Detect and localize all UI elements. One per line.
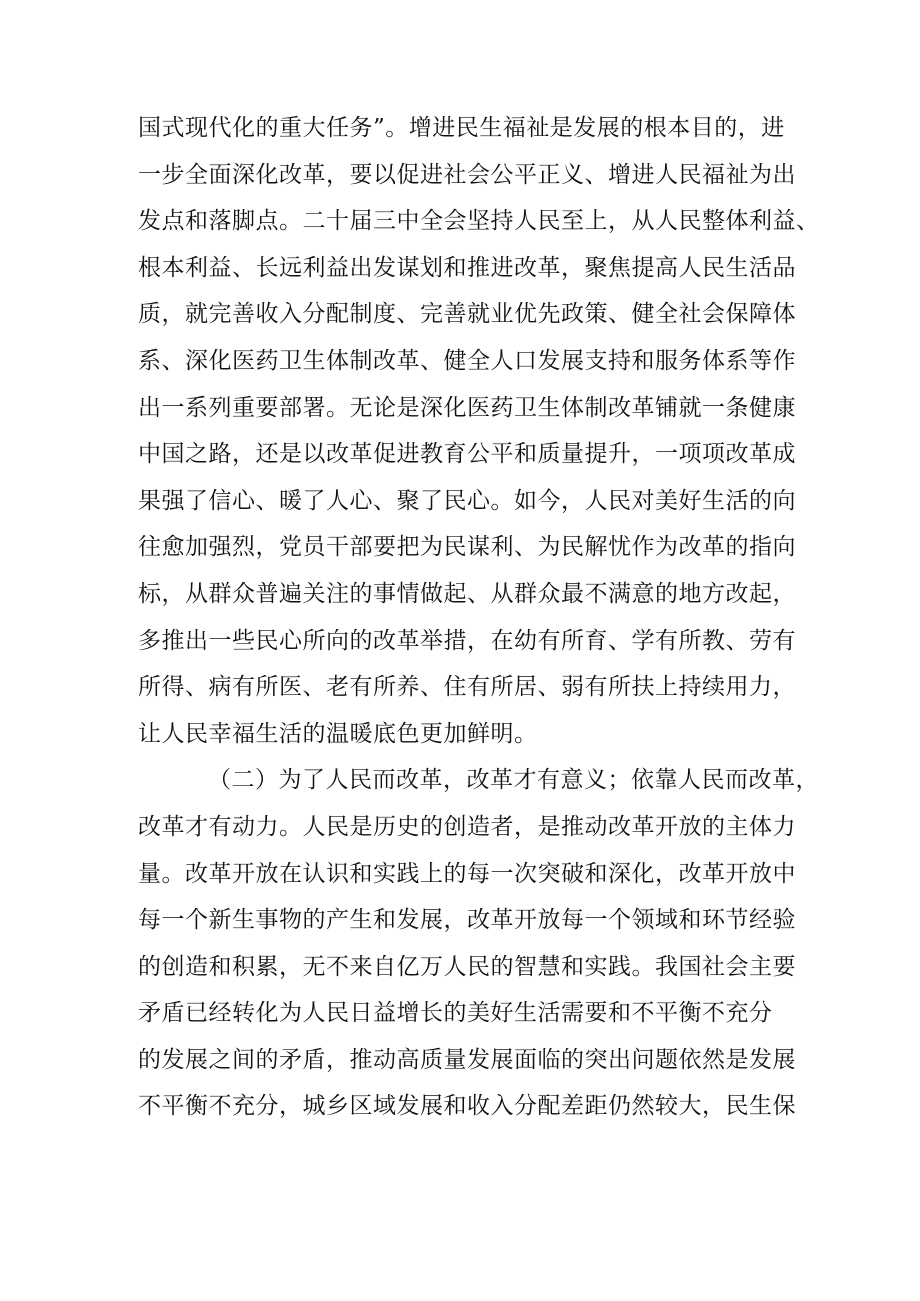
text-line: 一步全面深化改革，要以促进社会公平正义、增进人民福祉为出 (138, 161, 796, 188)
text-line: 果强了信心、暖了人心、聚了民心。如今，人民对美好生活的向 (138, 487, 796, 514)
text-line: 发点和落脚点。二十届三中全会坚持人民至上，从人民整体利益、 (138, 208, 820, 235)
text-line: 量。改革开放在认识和实践上的每一次突破和深化，改革开放中 (138, 860, 796, 887)
text-line: 质，就完善收入分配制度、完善就业优先政策、健全社会保障体 (138, 301, 796, 328)
text-line: 让人民幸福生活的温暖底色更加鲜明。 (138, 720, 538, 747)
text-line: 的创造和积累，无不来自亿万人民的智慧和实践。我国社会主要 (138, 953, 796, 980)
text-line: 多推出一些民心所向的改革举措，在幼有所育、学有所教、劳有 (138, 627, 796, 654)
section-heading-line: （二）为了人民而改革，改革才有意义；依靠人民而改革， (208, 767, 819, 794)
text-line: 国式现代化的重大任务”。增进民生福祉是发展的根本目的，进 (138, 115, 785, 141)
text-line: 标，从群众普遍关注的事情做起、从群众最不满意的地方改起， (138, 580, 796, 607)
body-text (138, 105, 820, 1130)
text-line: 所得、病有所医、老有所养、住有所居、弱有所扶上持续用力， (138, 674, 796, 701)
text-line: 的发展之间的矛盾，推动高质量发展面临的突出问题依然是发展 (138, 1046, 796, 1073)
text-line: 根本利益、长远利益出发谋划和推进改革，聚焦提高人民生活品 (138, 254, 796, 281)
text-line: 改革才有动力。人民是历史的创造者，是推动改革开放的主体力 (138, 813, 796, 840)
text-line: 矛盾已经转化为人民日益增长的美好生活需要和不平衡不充分 (138, 1000, 773, 1027)
text-line: 往愈加强烈，党员干部要把为民谋利、为民解忧作为改革的指向 (138, 534, 796, 561)
text-line: 不平衡不充分，城乡区域发展和收入分配差距仍然较大，民生保 (138, 1093, 796, 1120)
text-line: 出一系列重要部署。无论是深化医药卫生体制改革铺就一条健康 (138, 394, 796, 421)
text-line: 中国之路，还是以改革促进教育公平和质量提升，一项项改革成 (138, 441, 796, 468)
text-line: 每一个新生事物的产生和发展，改革开放每一个领域和环节经验 (138, 907, 796, 934)
text-line: 系、深化医药卫生体制改革、健全人口发展支持和服务体系等作 (138, 347, 796, 374)
